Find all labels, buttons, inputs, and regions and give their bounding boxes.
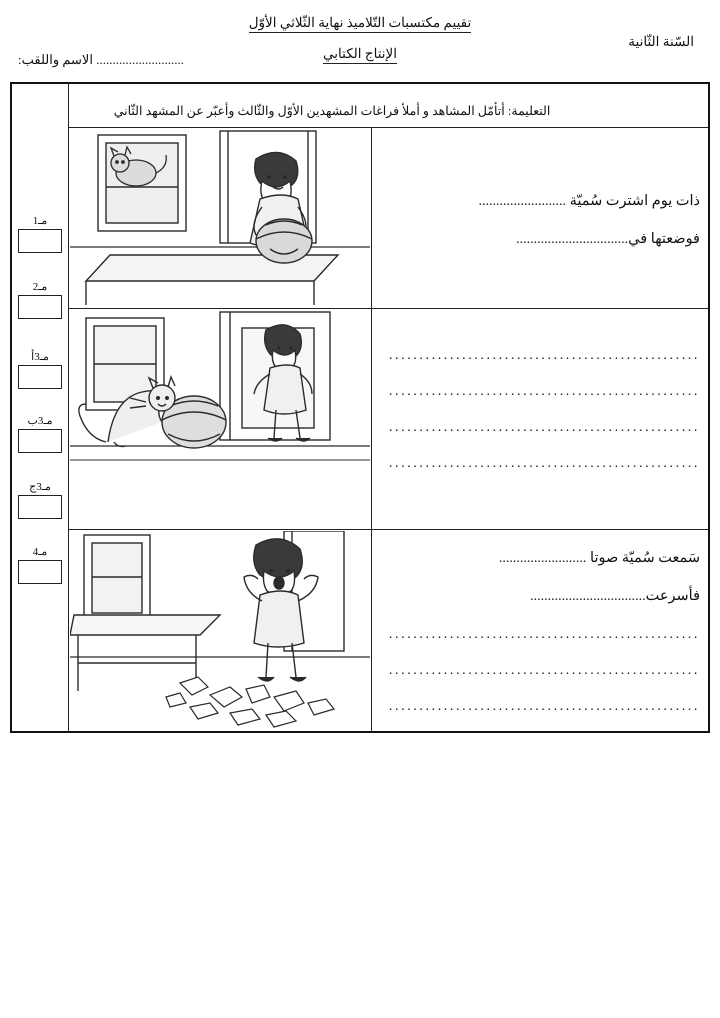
score-box-5[interactable] <box>18 495 62 519</box>
line-dots: ................................. <box>530 589 646 604</box>
scene-2-illustration <box>70 310 370 528</box>
answer-line[interactable] <box>378 543 700 581</box>
score-label-3: مـ3أ <box>31 351 49 363</box>
line-dots: ................................................... <box>388 699 700 714</box>
answer-line[interactable] <box>378 691 700 727</box>
score-cell-2 <box>14 280 66 319</box>
line-dots: ................................................... <box>388 663 700 678</box>
score-label-6: مـ4 <box>32 546 48 558</box>
scene-3-illustration <box>70 531 370 729</box>
scene-1-answer-lines <box>378 186 700 262</box>
grade-level: السّنة الثّانية <box>628 34 694 49</box>
instruction-row <box>22 103 642 119</box>
line-dots: ................................ <box>516 232 629 247</box>
scene-1-illustration <box>70 129 370 307</box>
line-dots: ................................................... <box>388 456 700 471</box>
score-cell-3 <box>14 350 66 389</box>
row-separator-1 <box>68 127 708 128</box>
row-separator-2 <box>68 308 708 309</box>
frame-left-rule <box>10 82 12 731</box>
line-dots: ................................................... <box>388 384 700 399</box>
frame-top-rule <box>10 82 710 84</box>
line-dots: ......................... <box>498 551 587 566</box>
scene-2-answer-lines <box>378 340 700 484</box>
answer-line[interactable] <box>378 581 700 619</box>
instruction-text: أتأمّل المشاهد و أملأ فراغات المشهدين الأوّل والثّالث وأعبّر عن المشهد الثّاني <box>113 104 505 118</box>
score-box-3[interactable] <box>18 365 62 389</box>
scores-column-rule <box>68 82 69 731</box>
page-title: تقييم مكتسبات التّلاميذ نهاية الثّلاثي الأوّل <box>249 15 472 33</box>
answer-line[interactable] <box>378 224 700 262</box>
line-prompt: فوضعتها في <box>628 231 700 247</box>
student-name-field[interactable] <box>18 52 184 68</box>
frame-bottom-rule <box>10 731 710 733</box>
answer-line[interactable] <box>378 655 700 691</box>
name-label: الاسم واللقب: <box>18 52 93 67</box>
score-box-6[interactable] <box>18 560 62 584</box>
answer-line[interactable] <box>378 186 700 224</box>
line-dots: ................................................... <box>388 627 700 642</box>
score-label-4: مـ3ب <box>27 415 53 427</box>
line-dots: ......................... <box>478 194 566 209</box>
score-box-4[interactable] <box>18 429 62 453</box>
line-prompt: سَمعت سُميّة صوتا <box>586 550 700 566</box>
score-label-1: مـ1 <box>32 215 48 227</box>
score-cell-1 <box>14 214 66 253</box>
scene-3-answer-lines <box>378 543 700 727</box>
score-box-1[interactable] <box>18 229 62 253</box>
score-label-2: مـ2 <box>32 281 48 293</box>
pictures-column-rule <box>371 127 372 731</box>
line-prompt: ذات يوم اشترت سُميّة <box>565 193 700 209</box>
answer-line[interactable] <box>378 619 700 655</box>
line-prompt: فأسرعت <box>645 588 700 604</box>
answer-line[interactable] <box>378 340 700 376</box>
answer-line[interactable] <box>378 412 700 448</box>
score-cell-5 <box>14 480 66 519</box>
page-header <box>0 14 720 76</box>
answer-line[interactable] <box>378 448 700 484</box>
line-dots: ................................................... <box>388 348 700 363</box>
line-dots: ................................................... <box>388 420 700 435</box>
score-cell-4 <box>14 414 66 453</box>
score-box-2[interactable] <box>18 295 62 319</box>
row-separator-3 <box>68 529 708 530</box>
answer-line[interactable] <box>378 376 700 412</box>
instruction-prefix: التعليمة: <box>507 104 551 118</box>
score-label-5: مـ3ج <box>29 481 51 493</box>
score-cell-6 <box>14 545 66 584</box>
name-dots-left: ........................... <box>96 52 184 67</box>
page-subtitle: الإنتاج الكتابي <box>323 46 397 64</box>
frame-right-rule <box>708 82 710 731</box>
